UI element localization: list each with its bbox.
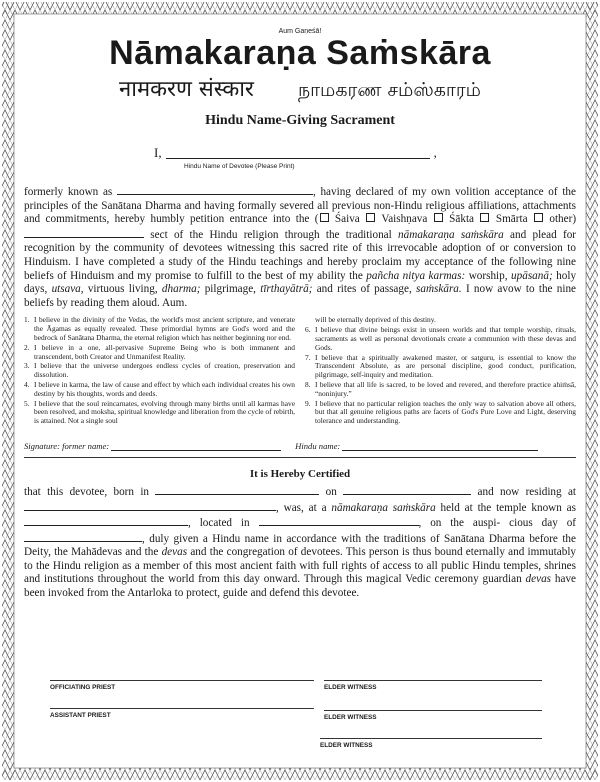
text-fragment: cious day of bbox=[509, 517, 577, 530]
birthplace-field[interactable] bbox=[155, 484, 319, 495]
option-label: Śākta bbox=[449, 213, 475, 226]
former-name-signature-field[interactable] bbox=[111, 442, 281, 451]
text-fragment: worship, bbox=[468, 269, 508, 282]
belief-text: I believe that a spiritually awakened master, or satguru, is essential to know the Transcendent Absolute, as are personal discipline, good conduct, purification, pilgrimage, self-inquiry and meditation. bbox=[315, 352, 576, 380]
belief-number: 4. bbox=[24, 379, 30, 389]
text-fragment: held at the temple bbox=[440, 501, 527, 514]
belief-text: I believe that the soul reincarnates, evolving through many births until all karmas have been resolved, and moksha, spiritual knowledge and liberation from the cycle of rebirth, is attained. Not a single soul bbox=[34, 398, 295, 426]
belief-item bbox=[24, 381, 295, 399]
belief-item bbox=[24, 362, 295, 380]
devotee-caption: Hindu Name of Devotee (Please Print) bbox=[184, 163, 295, 170]
ceremony-date-field[interactable] bbox=[24, 531, 142, 542]
hindu-name-signature-field[interactable] bbox=[342, 442, 538, 451]
devotee-suffix: , bbox=[433, 145, 437, 160]
script-titles bbox=[24, 75, 576, 105]
temple-name-field[interactable] bbox=[24, 515, 188, 526]
hindu-name-signature-label: Hindu name: bbox=[295, 440, 341, 451]
belief-number: 8. bbox=[305, 379, 311, 389]
text-fragment: holy days, bbox=[24, 269, 577, 296]
text-fragment: , was, at a bbox=[276, 501, 327, 514]
option-label: Smārta bbox=[495, 213, 528, 226]
text-fragment: formerly known as bbox=[24, 186, 113, 198]
text-fragment: sect of the Hindu religion through the traditional bbox=[150, 228, 392, 241]
birthdate-field[interactable] bbox=[343, 484, 471, 495]
checkbox-vaishnava[interactable] bbox=[366, 213, 375, 222]
checkbox-other[interactable] bbox=[534, 213, 543, 222]
text-fragment: devas bbox=[161, 546, 188, 559]
text-fragment: and plead for recognition by the community of devotees witnessing this sacred rite of this irrevocable adoption of or conversion to Hinduism. I have completed a study of the Hindu teachings and hereby proclaim my acceptance of the following nine beliefs of Hinduism and my promise to fulfill to the best of my ability the bbox=[24, 228, 577, 282]
nine-beliefs bbox=[24, 316, 576, 427]
devotee-name-line bbox=[154, 145, 576, 161]
belief-number: 7. bbox=[305, 352, 311, 362]
elder-witness-label-2: ELDER WITNESS bbox=[324, 714, 377, 721]
text-fragment: utsava, bbox=[51, 283, 84, 296]
text-fragment: virtuous living, bbox=[87, 283, 158, 296]
text-fragment: saṁskāra. bbox=[416, 283, 462, 296]
signature-line bbox=[24, 441, 576, 451]
checkbox-smarta[interactable] bbox=[480, 213, 489, 222]
belief-text: will be eternally deprived of this destiny. bbox=[315, 315, 436, 325]
text-fragment: have been invoked from the Antarloka to protect, guide and defend this devotee. bbox=[24, 573, 577, 600]
hindi-title: नामकरण संस्कार bbox=[119, 77, 254, 102]
temple-location-field[interactable] bbox=[259, 515, 419, 526]
belief-text: I believe that all life is sacred, to be loved and revered, and therefore practice ahiṁsā, “noninjury.” bbox=[315, 379, 576, 398]
option-label: Vaishṇava bbox=[381, 213, 428, 226]
checkbox-saiva[interactable] bbox=[320, 213, 329, 222]
belief-item bbox=[305, 381, 576, 399]
text-fragment: that this devotee, born in bbox=[24, 485, 150, 498]
residence-field[interactable] bbox=[24, 500, 276, 511]
checkbox-sakta[interactable] bbox=[434, 213, 443, 222]
subtitle: Hindu Name-Giving Sacrament bbox=[205, 113, 395, 128]
text-fragment: , on the auspi- bbox=[418, 517, 501, 530]
belief-text: I believe that divine beings exist in unseen worlds and that temple worship, rituals, sacraments as well as personal devotionals create a communion with these devas and Gods. bbox=[315, 325, 576, 352]
option-label: other) bbox=[549, 213, 577, 226]
text-fragment: pilgrimage, bbox=[204, 283, 256, 296]
text-fragment: devas bbox=[525, 573, 552, 586]
text-fragment: known as bbox=[531, 501, 576, 514]
text-fragment: , duly given a Hindu name in accordance with the traditions of Sanātana Dharma before the Deity, the Mahādevas and the bbox=[24, 532, 576, 559]
belief-text: I believe in karma, the law of cause and effect by which each individual creates his own destiny by his thoughts, words and deeds. bbox=[34, 379, 295, 398]
sect-field[interactable] bbox=[24, 227, 144, 238]
belief-text: I believe in the divinity of the Vedas, the world's most ancient scripture, and venerate the Āgamas as equally revealed. These primordial hymns are God's word and the bedrock of Sanātana Dharma, the eternal religion which has neither beginning nor end. bbox=[34, 315, 295, 342]
text-fragment: , having declared of my own volition acceptance of the principles of the Sanātana Dharma and having formally severed all previous non-Hindu religious affiliations, attachments and commitments, hereby humbly petition entrance into the ( bbox=[24, 186, 576, 226]
belief-text: I believe that no particular religion teaches the only way to salvation above all others, but that all genuine religious paths are facets of God's Pure Love and Light, deserving tolerance and understanding. bbox=[315, 398, 576, 426]
beliefs-right-column bbox=[305, 316, 576, 427]
devotee-prefix: I, bbox=[154, 145, 162, 160]
tamil-title: நாமகரண சம்ஸ்காரம் bbox=[297, 79, 481, 101]
section-divider bbox=[24, 457, 576, 458]
text-fragment: and now residing bbox=[477, 485, 562, 498]
belief-number bbox=[305, 316, 315, 325]
belief-number: 3. bbox=[24, 361, 30, 371]
invocation: Aum Gaṇeśā! bbox=[278, 28, 322, 35]
certification-paragraph bbox=[24, 484, 576, 601]
beliefs-left-column bbox=[24, 316, 295, 427]
belief-number: 1. bbox=[24, 315, 30, 325]
text-fragment: nāmakaraṇa saṁskāra bbox=[398, 228, 504, 241]
belief-number: 9. bbox=[305, 398, 311, 408]
elder-witness-label-3: ELDER WITNESS bbox=[320, 742, 373, 749]
text-fragment: , located in bbox=[188, 517, 250, 530]
belief-item bbox=[305, 326, 576, 352]
certified-heading: It is Hereby Certified bbox=[249, 467, 351, 480]
belief-number: 6. bbox=[305, 325, 311, 335]
page-title: Nāmakaraṇa Saṁskāra bbox=[109, 34, 491, 72]
belief-item bbox=[24, 344, 295, 362]
option-label: Śaiva bbox=[334, 213, 360, 226]
text-fragment: and rites of passage, bbox=[316, 283, 412, 296]
assistant-priest-label: ASSISTANT PRIEST bbox=[50, 712, 111, 719]
belief-item bbox=[305, 400, 576, 426]
former-name-field[interactable] bbox=[117, 184, 313, 195]
officiating-priest-label: OFFICIATING PRIEST bbox=[50, 684, 116, 691]
belief-item bbox=[305, 316, 576, 325]
text-fragment: and the congregation of devotees. This person is thus bound eternally and immutably to the Hindu religion as a member of this most ancient faith with full rights of access to all public Hindu temples, shrines and institutions throughout the world from this day onward. Through this magical Vedic ceremony guardian bbox=[24, 546, 577, 586]
belief-item bbox=[305, 354, 576, 380]
belief-number: 5. bbox=[24, 398, 30, 408]
belief-text: I believe in a one, all-pervasive Supreme Being who is both immanent and transcendent, both Creator and Unmanifest Reality. bbox=[34, 342, 295, 361]
text-fragment: I now avow to the nine beliefs by reading them aloud. Aum. bbox=[24, 283, 577, 309]
text-fragment: dharma; bbox=[161, 283, 201, 296]
text-fragment: on bbox=[325, 485, 337, 498]
belief-item bbox=[24, 400, 295, 426]
text-fragment: pañcha nitya karmas: bbox=[366, 269, 466, 282]
declaration-paragraph bbox=[24, 184, 576, 310]
certificate-body bbox=[24, 26, 576, 601]
belief-number: 2. bbox=[24, 342, 30, 352]
former-name-signature-label: Signature: former name: bbox=[24, 440, 110, 451]
devotee-name-field[interactable] bbox=[166, 146, 430, 159]
text-fragment: tīrthayātrā; bbox=[260, 283, 313, 296]
belief-item bbox=[24, 316, 295, 342]
elder-witness-label-1: ELDER WITNESS bbox=[324, 684, 377, 691]
text-fragment: nāmakaraṇa saṁskāra bbox=[331, 501, 436, 514]
text-fragment: at bbox=[567, 485, 577, 498]
text-fragment: upāsanā; bbox=[511, 269, 553, 282]
belief-text: I believe that the universe undergoes endless cycles of creation, preservation and dissolution. bbox=[34, 361, 295, 380]
